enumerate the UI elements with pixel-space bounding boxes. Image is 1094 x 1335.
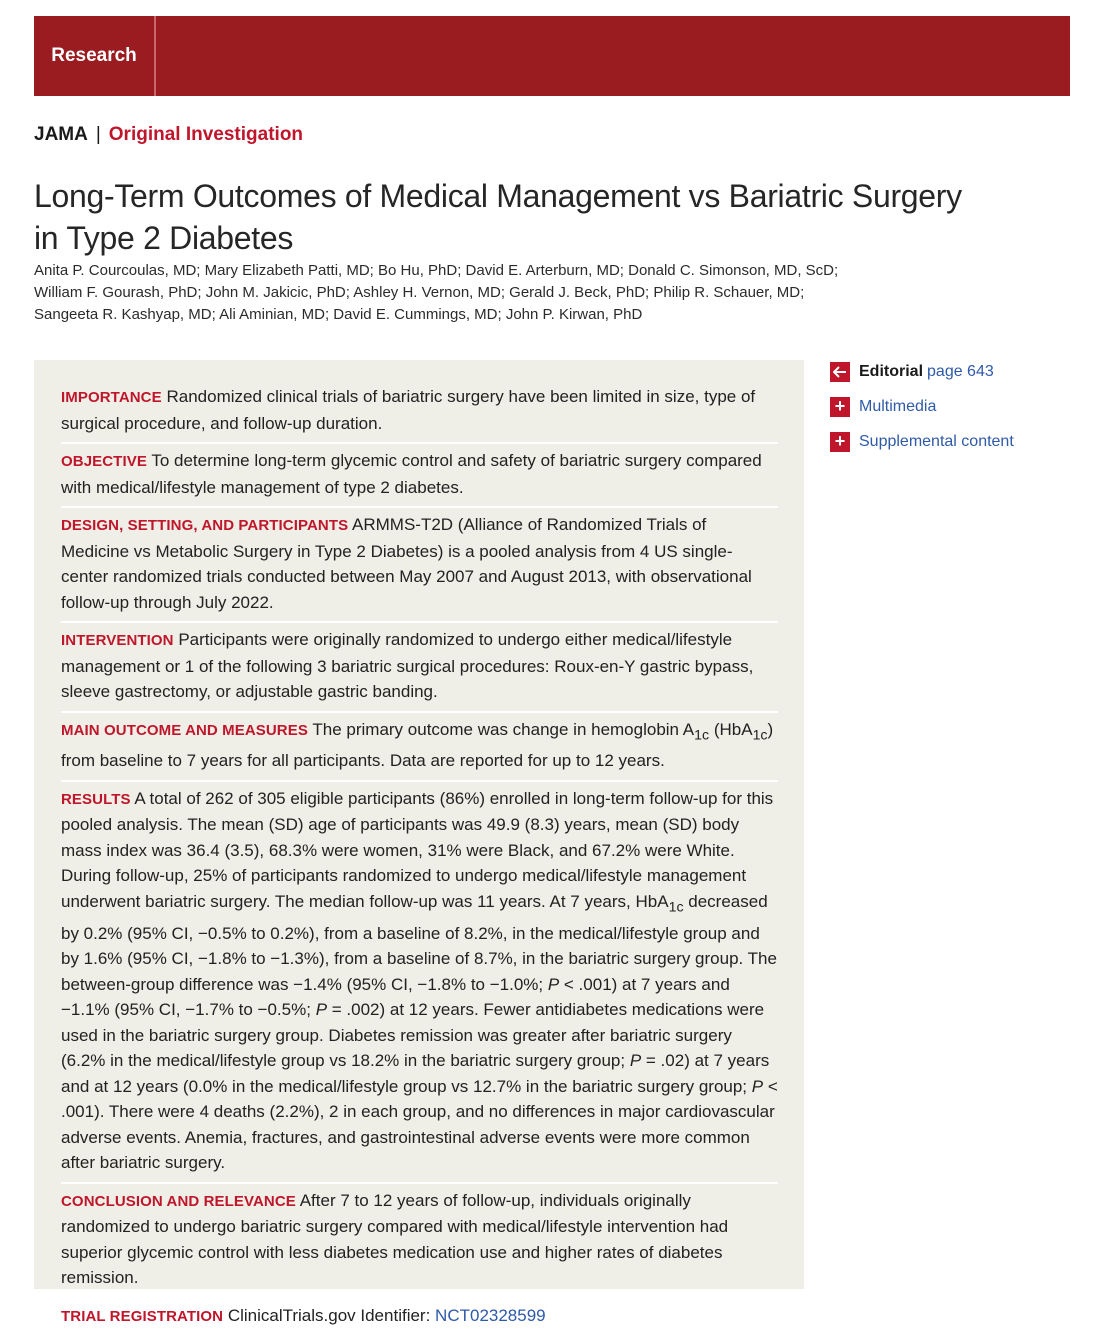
abstract-conclusion	[61, 1184, 778, 1299]
editorial-label: Editorial	[859, 362, 924, 380]
sidebar-links	[830, 354, 1070, 459]
multimedia-link[interactable]	[830, 389, 1070, 424]
conclusion-text: After 7 to 12 years of follow-up, individuals originally randomized to undergo bariatric surgery compared with medical/lifestyle intervention had superior glycemic control with less diabetes medication use and higher rates of diabetes remission.	[61, 1190, 729, 1288]
outcomes-heading: MAIN OUTCOME AND MEASURES	[61, 721, 308, 739]
article-type: Original Investigation	[108, 124, 304, 145]
abstract-results	[61, 782, 778, 1184]
editorial-page-link[interactable]: page 643	[927, 362, 994, 380]
intervention-heading: INTERVENTION	[61, 632, 174, 649]
supplemental-label[interactable]: Supplemental content	[859, 432, 1014, 450]
results-text-f: < .001). There were 4 deaths (2.2%), 2 in each group, and no differences in major cardiovascular adverse events. Anemia, fractures, and gastrointestinal adverse events were more common after bariatric surgery.	[61, 1076, 778, 1173]
supplemental-link[interactable]	[830, 424, 1070, 459]
abstract-importance	[61, 380, 778, 444]
abstract-design	[61, 508, 778, 623]
importance-heading: IMPORTANCE	[61, 389, 162, 406]
outcomes-text-b: (HbA	[709, 719, 753, 739]
journal-line	[34, 124, 303, 146]
results-text-a: A total of 262 of 305 eligible participants (86%) enrolled in long-term follow-up for this pooled analysis. The mean (SD) age of participants was 49.9 (8.3) years, mean (SD) body mass index was 36.4 (3.5), 68.3% were women, 31% were Black, and 67.2% were White. During follow-up, 25% of participants randomized to undergo medical/lifestyle management underwent bariatric surgery. The median follow-up was 11 years. At 7 years, HbA	[61, 788, 774, 911]
plus-icon: +	[830, 432, 850, 452]
results-text-c: < .001) at 7 years and −1.1% (95% CI, −1.7% to −0.5%;	[61, 974, 730, 1020]
results-text-e: = .02) at 7 years and at 12 years (0.0% in the medical/lifestyle group vs 12.7% in the bariatric surgery group;	[61, 1051, 770, 1096]
banner-divider	[154, 16, 156, 96]
results-text-d: = .002) at 12 years. Fewer antidiabetes medications were used in the bariatric surgery group. Diabetes remission was greater after bariatric surgery (6.2% in the medical/lifestyle group vs 18.2% in the bariatric surgery group;	[61, 1000, 765, 1071]
arrow-left-icon	[830, 362, 850, 382]
design-text: ARMMS-T2D (Alliance of Randomized Trials of Medicine vs Metabolic Surgery in Type 2 Diabetes) is a pooled analysis from 4 US single-center randomized trials conducted between May 2007 and August 2013, with observational follow-up through July 2022.	[61, 515, 752, 612]
banner-label: Research	[51, 45, 137, 66]
abstract-intervention	[61, 623, 778, 713]
outcomes-text-a: The primary outcome was change in hemoglobin A	[312, 719, 695, 739]
author-list: Anita P. Courcoulas, MD; Mary Elizabeth Patti, MD; Bo Hu, PhD; David E. Arterburn, MD; Donald C. Simonson, MD, ScD; William F. Gourash, PhD; John M. Jakicic, PhD; Ashley H. Vernon, MD; Gerald J. Beck, PhD; Philip R. Schauer, MD; Sangeeta R. Kashyap, MD; Ali Aminian, MD; David E. Cummings, MD; John P. Kirwan, PhD	[34, 262, 839, 323]
results-text-b: decreased by 0.2% (95% CI, −0.5% to 0.2%), from a baseline of 8.2%, in the medical/lifestyle group and by 1.6% (95% CI, −1.8% to −1.3%), from a baseline of 8.7%, in the bariatric surgery group. The between-group difference was −1.4% (95% CI, −1.8% to −1.0%;	[61, 891, 777, 994]
p-value-label-4: P	[751, 1076, 764, 1096]
p-value-label-2: P	[315, 1000, 328, 1020]
abstract-objective	[61, 444, 778, 508]
registration-text: ClinicalTrials.gov Identifier:	[227, 1305, 436, 1325]
registration-heading: TRIAL REGISTRATION	[61, 1307, 224, 1325]
journal-name: JAMA	[34, 124, 88, 145]
abstract-outcomes	[61, 713, 778, 782]
outcomes-text-c: ) from baseline to 7 years for all participants. Data are reported for up to 12 years.	[61, 719, 774, 771]
intervention-text: Participants were originally randomized to undergo either medical/lifestyle management or 1 of the following 3 bariatric surgical procedures: Roux-en-Y gastric bypass, sleeve gastrectomy, or adjustable gastric banding.	[61, 630, 754, 701]
plus-icon: +	[830, 397, 850, 417]
abstract-registration	[61, 1299, 778, 1335]
article-title: Long-Term Outcomes of Medical Management vs Bariatric Surgery in Type 2 Diabetes	[34, 178, 962, 257]
abstract-box	[34, 360, 804, 1325]
conclusion-heading: CONCLUSION AND RELEVANCE	[61, 1192, 296, 1210]
editorial-link[interactable]	[830, 354, 1070, 389]
results-subscript: 1c	[668, 899, 684, 916]
trial-id-link[interactable]: NCT02328599	[435, 1305, 546, 1325]
p-value-label-3: P	[629, 1051, 642, 1071]
importance-text: Randomized clinical trials of bariatric surgery have been limited in size, type of surgical procedure, and follow-up duration.	[61, 387, 756, 433]
objective-text: To determine long-term glycemic control and safety of bariatric surgery compared with medical/lifestyle management of type 2 diabetes.	[61, 451, 762, 497]
journal-separator: |	[95, 124, 101, 145]
section-banner	[34, 16, 1070, 96]
objective-heading: OBJECTIVE	[61, 453, 147, 470]
outcomes-subscript-a: 1c	[694, 726, 710, 743]
results-heading: RESULTS	[61, 790, 131, 808]
outcomes-subscript-b: 1c	[752, 726, 768, 743]
p-value-label-1: P	[547, 974, 560, 994]
design-heading: DESIGN, SETTING, AND PARTICIPANTS	[61, 517, 349, 534]
multimedia-label[interactable]: Multimedia	[859, 397, 937, 415]
